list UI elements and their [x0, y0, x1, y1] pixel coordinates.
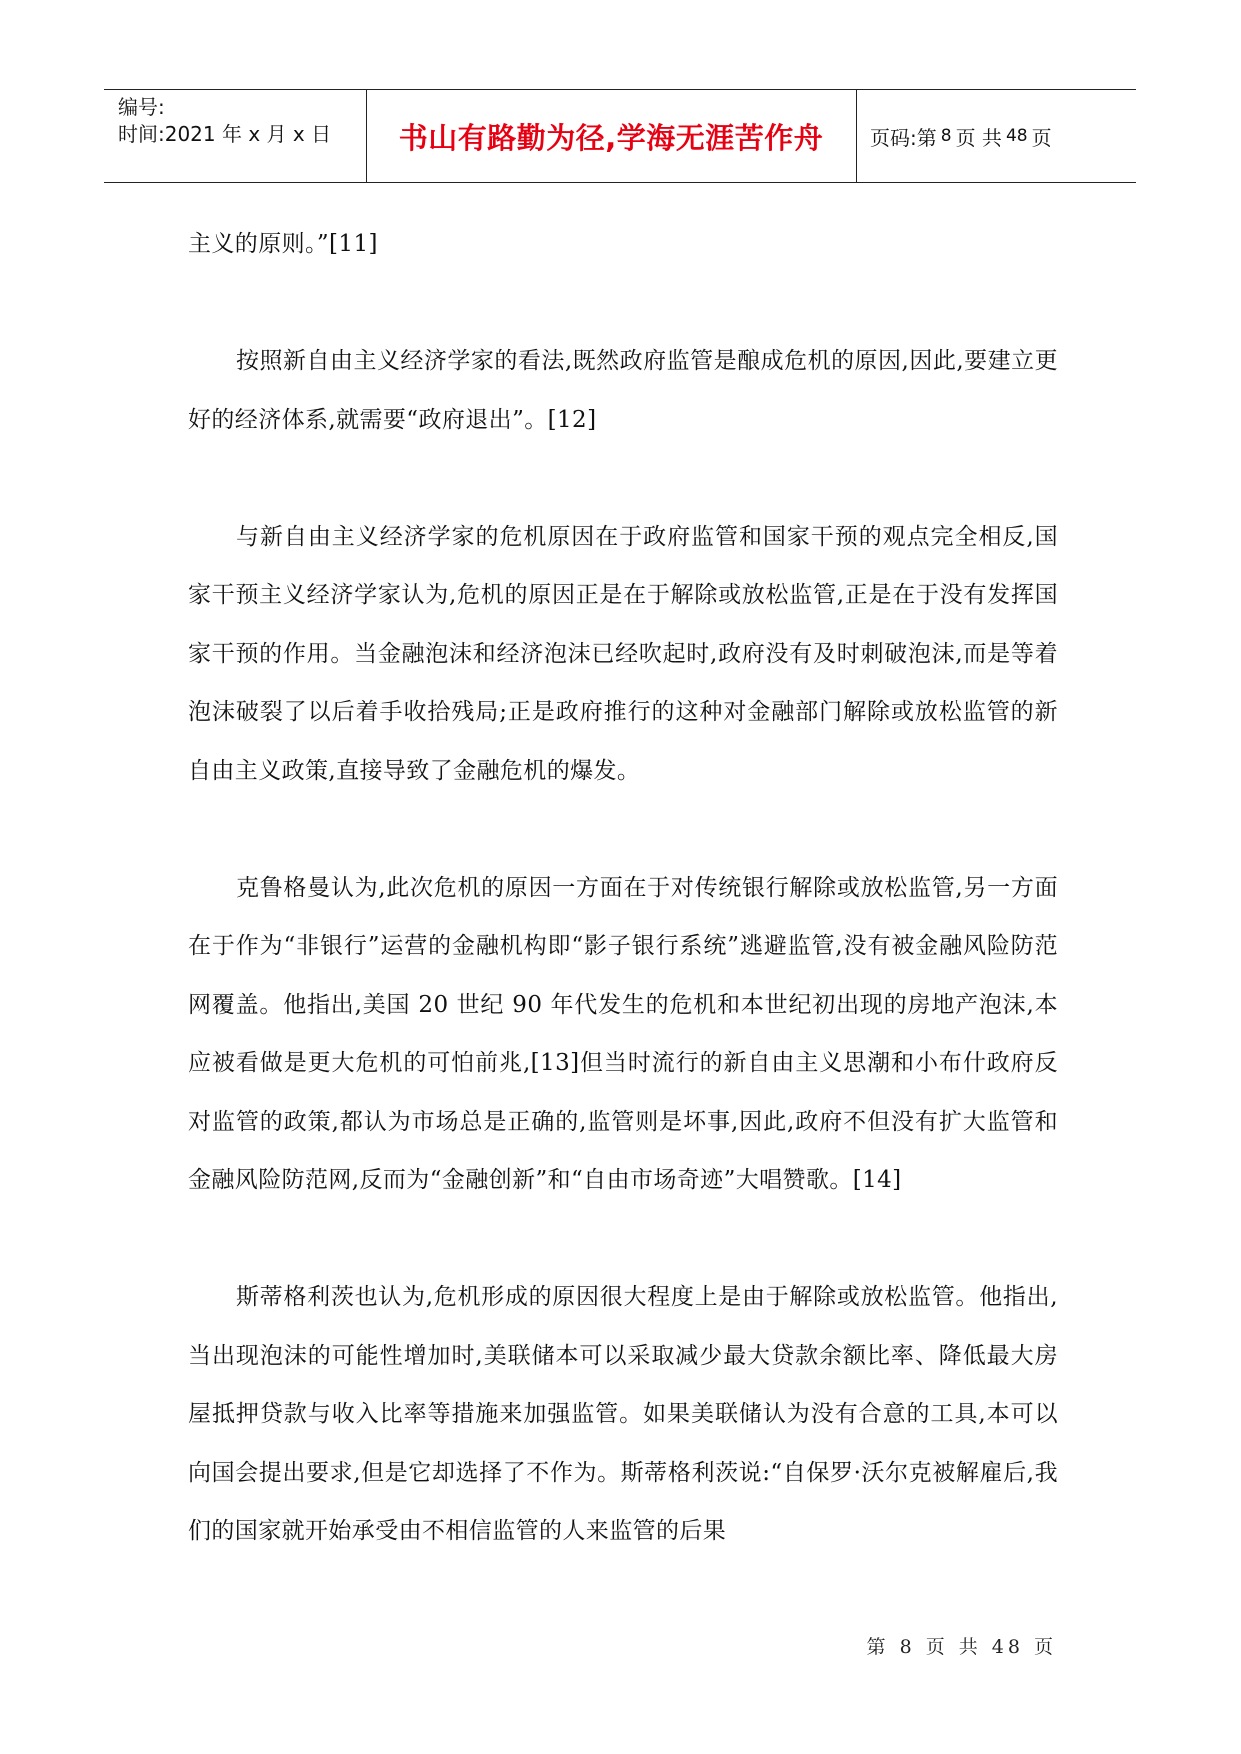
page-prefix: 页码:第 [870, 125, 937, 150]
page-suffix: 页 [1031, 125, 1052, 150]
document-time-label: 时间:2021 年 x 月 x 日 [118, 122, 332, 146]
paragraph-4: 克鲁格曼认为,此次危机的原因一方面在于对传统银行解除或放松监管,另一方面在于作为“非银行”运营的金融机构即“影子银行系统”逃避监管,没有被金融风险防范网覆盖。他指出,美国 20 世纪 90 年代发生的危机和本世纪初出现的房地产泡沫,本应被看做是更大危机的可怕前兆,[13]但当时流行的新自由主义思潮和小布什政府反对监管的政策,都认为市场总是正确的,监管则是坏事,因此,政府不但没有扩大监管和金融风险防范网,反而为“金融创新”和“自由市场奇迹”大唱赞歌。[14] [188, 874, 1058, 1193]
header-divider-right [856, 90, 857, 182]
page-total: 48 [1005, 126, 1028, 146]
header-motto: 书山有路勤为径,学海无涯苦作舟 [398, 120, 824, 155]
paragraph-2: 按照新自由主义经济学家的看法,既然政府监管是酿成危机的原因,因此,要建立更好的经济体系,就需要“政府退出”。[12] [188, 348, 1058, 433]
page-current: 8 [940, 126, 952, 146]
paragraph-5: 斯蒂格利茨也认为,危机形成的原因很大程度上是由于解除或放松监管。他指出,当出现泡沫的可能性增加时,美联储本可以采取减少最大贷款余额比率、降低最大房屋抵押贷款与收入比率等措施来加强监管。如果美联储认为没有合意的工具,本可以向国会提出要求,但是它却选择了不作为。斯蒂格利茨说:“自保罗·沃尔克被解雇后,我们的国家就开始承受由不相信监管的人来监管的后果 [188, 1284, 1058, 1544]
document-body [188, 215, 1058, 1619]
header-meta [118, 94, 331, 148]
paragraph-3: 与新自由主义经济学家的危机原因在于政府监管和国家干预的观点完全相反,国家干预主义经济学家认为,危机的原因正是在于解除或放松监管,正是在于没有发挥国家干预的作用。当金融泡沫和经济泡沫已经吹起时,政府没有及时刺破泡沫,而是等着泡沫破裂了以后着手收拾残局;正是政府推行的这种对金融部门解除或放松监管的新自由主义政策,直接导致了金融危机的爆发。 [188, 523, 1058, 784]
page-mid: 页 共 [955, 125, 1002, 150]
page-header [104, 89, 1136, 183]
document-number-label: 编号: [118, 95, 165, 119]
page-footer: 第 8 页 共 48 页 [866, 1636, 1057, 1658]
paragraph-1: 主义的原则。”[11] [188, 231, 378, 257]
header-page-info [870, 90, 1052, 182]
